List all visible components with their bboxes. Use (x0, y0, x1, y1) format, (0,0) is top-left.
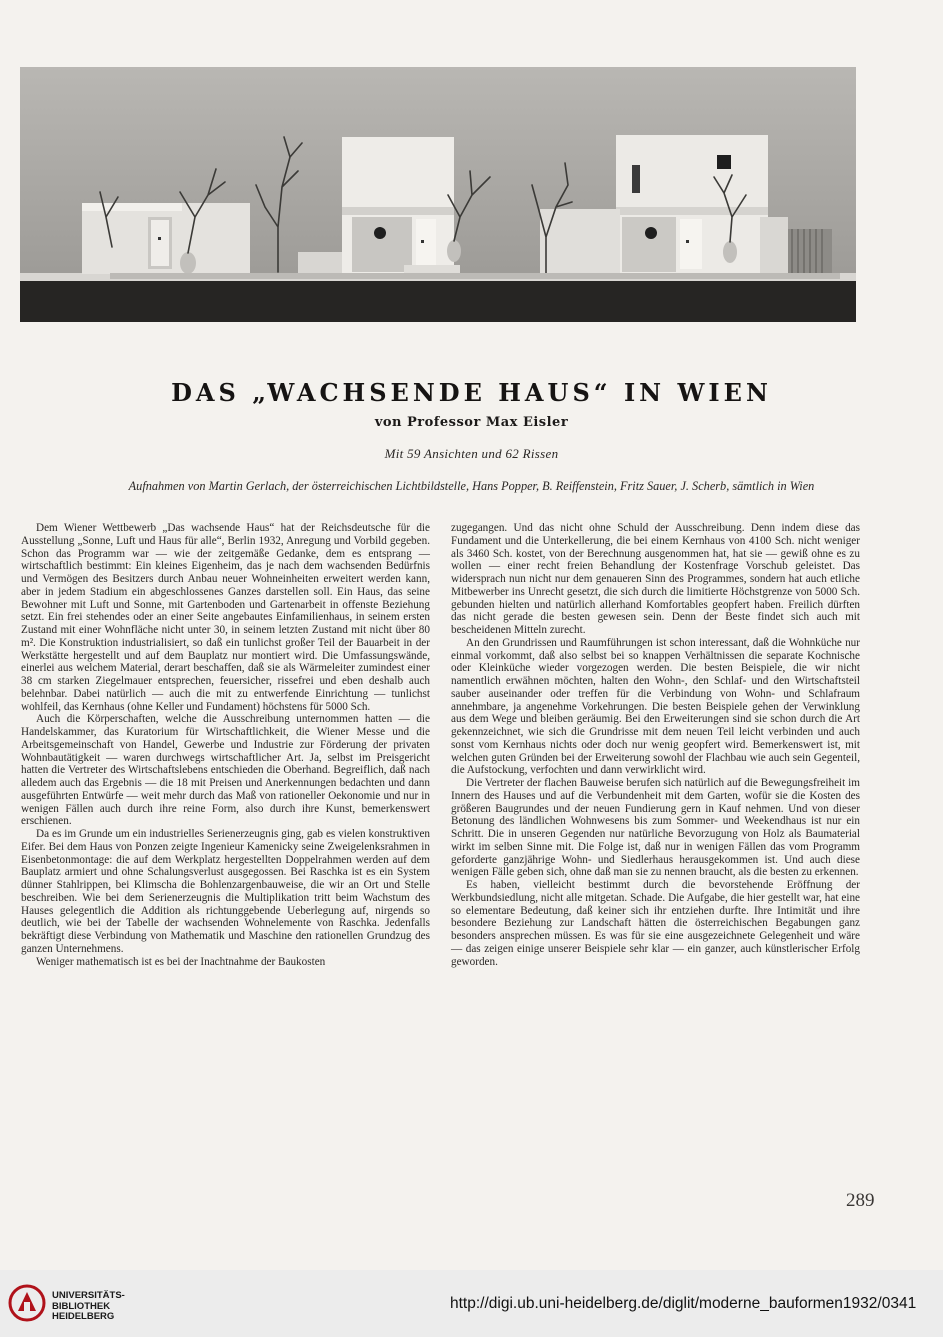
page-number: 289 (846, 1190, 875, 1211)
article-subtitle: Mit 59 Ansichten und 62 Rissen (384, 446, 559, 461)
library-footer (0, 1270, 943, 1337)
paragraph: Weniger mathematisch ist es bei der Inachtnahme der Baukosten (36, 955, 326, 968)
text-column-left (21, 522, 430, 968)
article-title: DAS „WACHSENDE HAUS“ IN WIEN (171, 378, 772, 407)
paragraph: zugegangen. Und das nicht ohne Schuld der Ausschreibung. Denn indem diese das Fundament und die Unterkellerung, die bei einem Kernhaus von 4100 Sch. nicht weniger als 3460 Sch. kostet, von der Berechnung ausgenommen hat, hat sie — gewiß ohne es zu wollen — einer recht freien Behandlung der Kostenfrage Vorschub geleistet. Das widersprach nun nicht nur dem genaueren Sinn des Programmes, sondern hat auch etliche Mitbewerber ins Unrecht gesetzt, die sich durch die limitierte Höchstgrenze von 5000 Sch. gebunden hielten und natürlich allerhand Komfortables geopfert haben. Freilich dürften das nicht gerade die besten gewesen sein. Denn der Beste findet sich auch mit bescheidenen Mitteln zurecht. (451, 522, 860, 636)
university-library-logo-icon (8, 1284, 46, 1327)
permalink-url[interactable]: http://digi.ub.uni-heidelberg.de/diglit/moderne_bauformen1932/0341 (450, 1295, 917, 1312)
library-name: UNIVERSITÄTS- BIBLIOTHEK HEIDELBERG (52, 1290, 125, 1322)
paragraph: Es haben, vielleicht bestimmt durch die bevorstehende Eröffnung der Werkbundsiedlung, nicht alle mitgetan. Schade. Die Aufgabe, die hier gestellt war, hat eine so elementare Bedeutung, daß keiner sich ihr entziehen durfte. Ihre Intimität und ihre besondere Beziehung zur Landschaft hätten die österreichischen Begabungen ganz besonders ansprechen müssen. Es was für sie eine ausgezeichnete Gelegenheit und wäre — das zeigen einige unserer Beispiele sehr klar — ein ganzer, auch künstlerischer Erfolg geworden. (451, 879, 860, 968)
architecture-model-photo (20, 67, 856, 322)
text-column-right (451, 522, 860, 968)
paragraph: Dem Wiener Wettbewerb „Das wachsende Haus“ hat der Reichsdeutsche für die Ausstellung „Sonne, Luft und Haus für alle“, Berlin 1932, Anregung und Vorbild gegeben. Schon das Programm war — wie der zeitgemäße Gedanke, dem es entsprang — wirtschaftlich bestimmt: Ein kleines Eigenheim, das je nach dem wachsenden Bedürfnis und Vermögen des Besitzers durch Anbau neuer Wohneinheiten erweitert werden kann, aber in jedem Stadium ein abgeschlossenes Ganzes darstellen soll. Ein Haus, das seine Bewohner mit Luft und Sonne, mit Gartenboden und Gartenarbeit in offenste Beziehung setzt. Ein frei stehendes oder an einer Seite angebautes Einfamilienhaus, in seinem ersten Zustand mit einer Wohnfläche nicht unter 30, in seinem letzten Zustand mit nicht über 80 m². Die Konstruktion industrialisiert, so daß ein tunlichst großer Teil der Bauarbeit in der Werkstätte hergestellt und auf dem Bauplatz nur montiert wird. Die Umfassungswände, einerlei aus welchem Material, derart beschaffen, daß sie als Wärmeleiter zumindest einer 38 cm starken Ziegelmauer entsprechen, feuersicher, rissefrei und eben deshalb auch belehnbar. Dabei natürlich — auch die mit zu entwerfende Einrichtung — tunlichst wohlfeil, das Kernhaus (ohne Keller und Fundament) höchstens für 5000 Sch. (21, 522, 430, 713)
article-byline: von Professor Max Eisler (374, 415, 569, 430)
photo-credits: Aufnahmen von Martin Gerlach, der österreichischen Lichtbildstelle, Hans Popper, B. Reiffenstein, Fritz Sauer, J. Scherb, sämtlich in Wien (128, 479, 815, 493)
paragraph: Die Vertreter der flachen Bauweise berufen sich natürlich auf die Bewegungsfreiheit im Innern des Hauses und auf die Verbundenheit mit dem Garten, wofür sie die Kosten des größeren Baugrundes und der neuen Fundierung gern in Kauf nehmen. Und von dieser Betonung des ländlichen Wohnwesens bis zum Sommer- und Weekendhaus ist nur ein Schritt. Die in unseren Gegenden nur natürliche Bevorzugung von Holz als Baumaterial wirkt im selben Sinne mit. Die Folge ist, daß nur in wenigen Fällen das vom Programm geforderte ganzjährige Wohn- und Siedlerhaus herausgekommen ist. Und auch diese wenigen Fälle geben sich, ohne daß man sie zu nennen braucht, als die besten zu erkennen. (451, 777, 860, 879)
paragraph: An den Grundrissen und Raumführungen ist schon interessant, daß die Wohnküche nur einmal vorkommt, daß also selbst bei so knappen Verhältnissen die separate Kochnische oder Kleinküche wieder vorgezogen werden. Die besten Beispiele, die wir nicht namentlich erwähnen möchten, halten den Wohn-, den Schlaf- und den Wirtschaftsteil sauber auseinander oder treffen für die Verbindung von Wohn- und Schlafraum annehmbare, ja angenehme Vorkehrungen. Die besten Beispiele gehen der Verwinklung aus dem Wege und bleiben geräumig. Bei den Erweiterungen sind sie schon durch die Art gekennzeichnet, wie sich die Grundrisse mit dem neuen Teil leicht verbinden und auch sonst vom Kernhaus nichts oder doch nur wenig geopfert wird. Bemerkenswert ist, mit welchen guten Gründen bei der Erweiterung sowohl der Flachbau wie auch sein Gegenteil, die Aufstockung, verfochten und dann verwirklicht wird. (451, 636, 860, 777)
paragraph: Auch die Körperschaften, welche die Ausschreibung unternommen hatten — die Handelskammer, das Kuratorium für Wirtschaftlichkeit, die Wiener Messe und die Arbeitsgemeinschaft von Handel, Gewerbe und Industrie zur Förderung der privaten Wohnbautätigkeit — waren durchwegs wirtschaftlicher Art. Ja, selbst im Preisgericht hatten die Vertreter des Wirtschaftslebens entschieden die Oberhand. Begreiflich, daß nach alledem auch das Ergebnis — die 18 mit Preisen und Anerkennungen bedachten und dann ausgeführten Entwürfe — weit mehr durch das Maß von rationeller Oekonomie und nur in wenigen Fällen auch durch ihre reine Form, also durch ihre Kunst, bemerkenswert erschienen. (21, 713, 430, 828)
paragraph: Da es im Grunde um ein industrielles Serienerzeugnis ging, gab es vielen konstruktiven Eifer. Bei dem Haus von Ponzen zeigte Ingenieur Kamenicky seine Zweigelenksrahmen in Eisenbetonmontage: die auf dem Werkplatz hergestellten Doppelrahmen werden auf dem Bauplatz armiert und ohne Schalungsverlust ausgegossen. Bei Raschka ist es ein System dünner Stahlrippen, bei Klimscha die Bohlenzargenbauweise, die wir an Ort und Stelle beschreiben. Wie bei dem Serienerzeugnis die Multiplikation tritt beim Wachstum des Hauses gelegentlich die Addition als richtunggebende Ueberlegung auf, nirgends so deutlich, wie bei der Tabelle der wachsenden Wohnelemente von Raschka. Jedenfalls bekräftigt diese Verbindung von Mathematik und Maschine den rationellen Grundzug des ganzen Unternehmens. (21, 828, 430, 955)
